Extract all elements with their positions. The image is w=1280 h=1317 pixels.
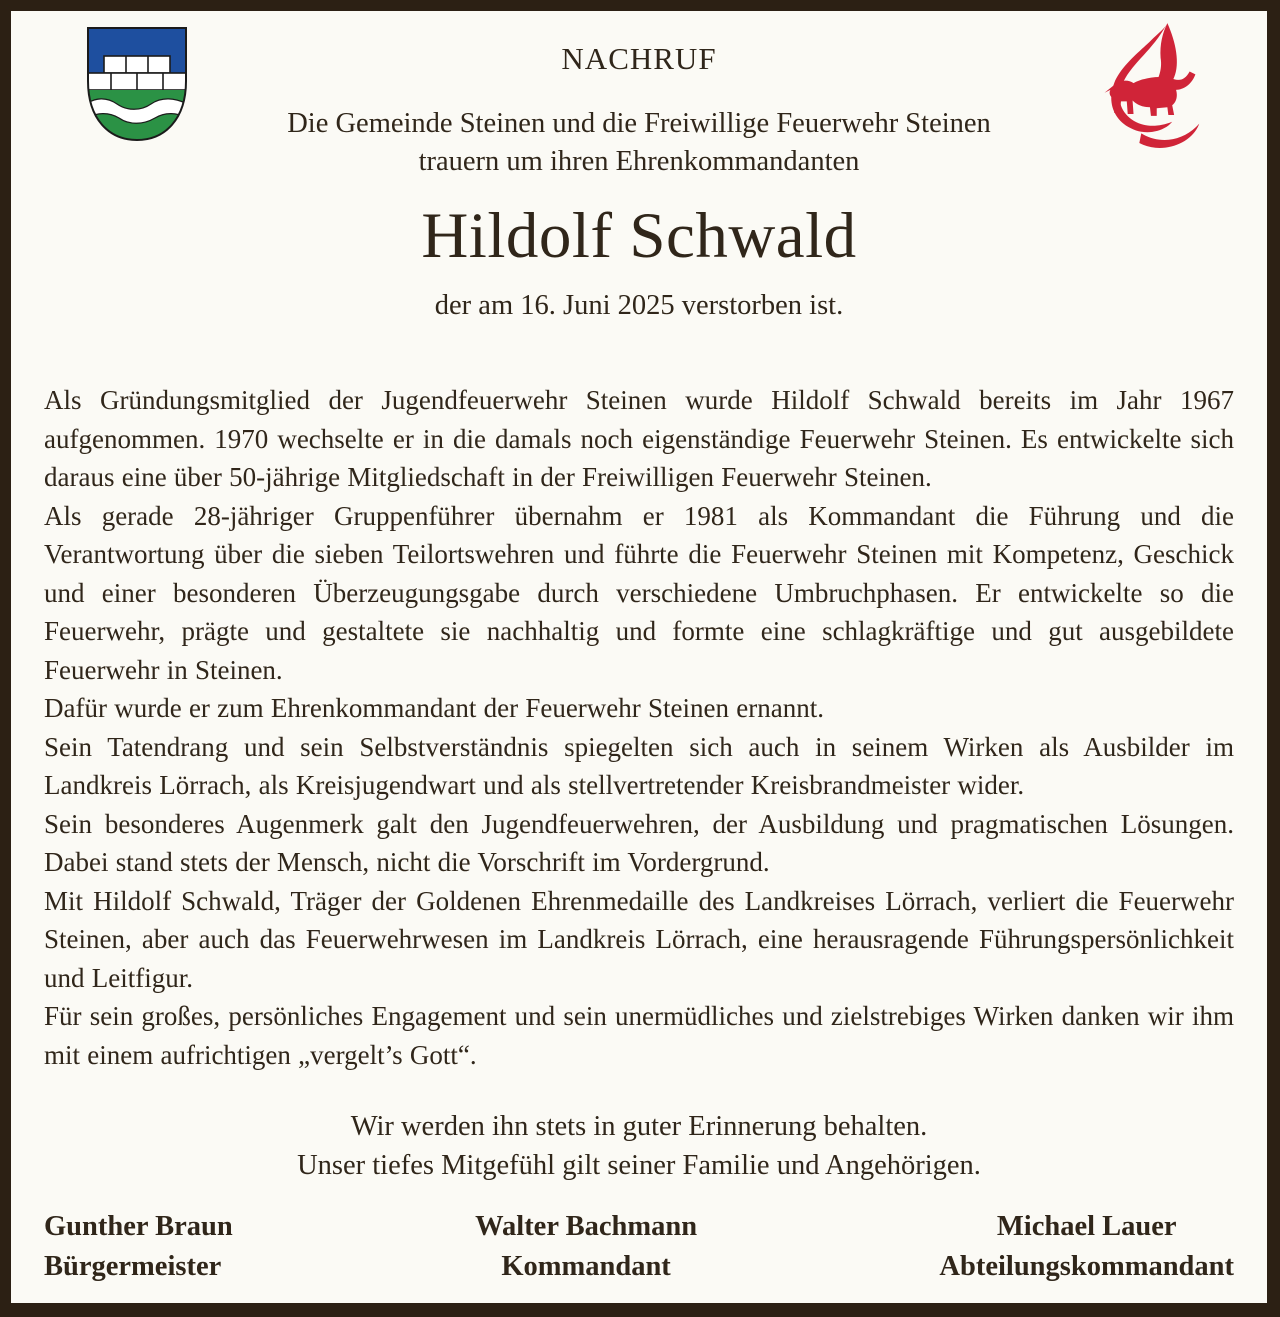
obituary-paragraph: Als gerade 28-jähriger Gruppenführer übernahm er 1981 als Kommandant die Führung und die Verantwortung über die sieben Teilortswehren und führte die Feuerwehr Steinen mit Kompetenz, Geschick und einer besonderen Überzeugungsgabe durch verschiedene Umbruchphasen. Er entwickelte so die Feuerwehr, prägte und gestaltete sie nachhaltig und formte eine schlagkräftige und gut ausgebildete Feuerwehr in Steinen. [44,500,1234,685]
obituary-header [11,11,1267,359]
deceased-name: Hildolf Schwald [421,200,857,272]
signature-name: Walter Bachmann [475,1211,698,1242]
obituary-paragraph: Als Gründungsmitglied der Jugendfeuerwehr Steinen wurde Hildolf Schwald bereits im Jahr 1967 aufgenommen. 1970 wechselte er in die damals noch eigenständige Feuerwehr Steinen. Es entwickelte sich daraus eine über 50-jährige Mitgliedschaft in der Freiwilligen Feuerwehr Steinen. [44,385,1234,492]
obituary-paragraph: Dafür wurde er zum Ehrenkommandant der Feuerwehr Steinen ernannt. [44,693,824,723]
intro-line-1: Die Gemeinde Steinen und die Freiwillige Feuerwehr Steinen [287,108,991,139]
signature-abteilungskommandant [939,1207,1234,1287]
obituary-paragraph: Sein besonderes Augenmerk galt den Jugendfeuerwehren, der Ausbildung und pragmatischen Lösungen. Dabei stand stets der Mensch, nicht die Vorschrift im Vordergrund. [44,808,1234,877]
fire-brigade-flame-lion-icon [1091,21,1207,149]
death-date-line: der am 16. Juni 2025 verstorben ist. [434,290,844,321]
closing-line-2: Unser tiefes Mitgefühl gilt seiner Familie und Angehörigen. [297,1150,981,1181]
obituary-paragraph: Mit Hildolf Schwald, Träger der Goldenen Ehrenmedaille des Landkreises Lörrach, verliert die Feuerwehr Steinen, aber auch das Feuerwehrwesen im Landkreis Lörrach, eine herausragende Führungspersönlichkeit und Leitfigur. [44,885,1234,993]
closing-lines [11,1107,1267,1185]
signature-row [11,1185,1267,1287]
signature-role: Abteilungskommandant [939,1251,1234,1282]
signature-buergermeister [44,1207,233,1287]
kicker-nachruf: NACHRUF [561,41,717,76]
intro-line-2: trauern um ihren Ehrenkommandanten [418,146,860,177]
signature-name: Michael Lauer [996,1211,1177,1242]
steinen-coat-of-arms-icon [85,25,189,143]
signature-kommandant [233,1207,940,1287]
signature-name: Gunther Braun [44,1211,233,1242]
closing-line-1: Wir werden ihn stets in guter Erinnerung behalten. [350,1111,928,1142]
signature-role: Kommandant [501,1251,671,1282]
obituary-body [11,359,1267,1074]
obituary-paragraph: Für sein großes, persönliches Engagement und sein unermüdliches und zielstrebiges Wirken danken wir ihm mit einem aufrichtigen „vergelt’s Gott“. [44,1001,1234,1070]
obituary-paragraph: Sein Tatendrang und sein Selbstverständnis spiegelten sich auch in seinem Wirken als Ausbilder im Landkreis Lörrach, als Kreisjugendwart und als stellvertretender Kreisbrandmeister wider. [44,731,1234,800]
signature-role: Bürgermeister [44,1251,222,1282]
